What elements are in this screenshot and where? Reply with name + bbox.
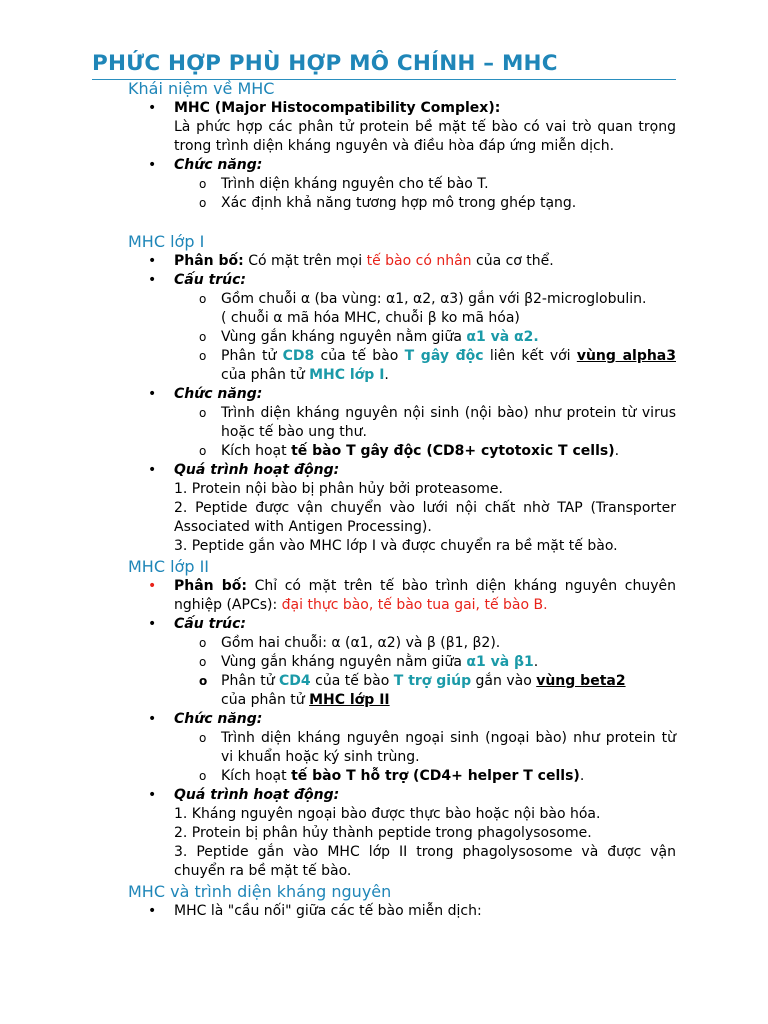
list-item [174,786,676,881]
text-span: . [384,367,389,383]
text-span: Kích hoạt [221,443,292,459]
underlined-bold: vùng alpha3 [576,348,676,364]
underlined-bold: MHC lớp II [309,692,390,708]
highlight-teal: CD8 [282,348,315,364]
process-step: 3. Peptide gắn vào MHC lớp II trong phagolysosome và được vận chuyển ra bề mặt tế bào. [174,844,676,879]
page-title: PHỨC HỢP PHÙ HỢP MÔ CHÍNH – MHC [92,50,676,80]
text-span: Chỉ có mặt trên tế bào trình diện kháng nguyên chuyên nghiệp (APCs): [174,578,676,613]
note-text: ( chuỗi α mã hóa MHC, chuỗi β ko mã hóa) [221,310,520,326]
list-item [174,615,676,710]
section-heading-antigen-presentation: MHC và trình diện kháng nguyên [128,882,392,901]
sub-item: o Gồm hai chuỗi: α (α1, α2) và β (β1, β2). [221,634,676,653]
sub-item [221,767,676,786]
sub-item [221,672,676,710]
process-label: Quá trình hoạt động: [174,462,340,478]
sub-item [221,328,676,347]
text-span: Kích hoạt [221,768,292,784]
text-span: của cơ thể. [471,253,554,269]
process-step: 1. Kháng nguyên ngoại bào được thực bào hoặc nội bào hóa. [174,806,601,822]
list-item [174,385,676,461]
bold-text: tế bào T gây độc (CD8+ cytotoxic T cells) [291,443,615,459]
text-span: Phân tử [221,348,283,364]
highlight-teal: MHC lớp I [309,367,385,383]
text-span: của tế bào [310,673,394,689]
function-sublist [174,404,676,461]
text-span: liên kết với [483,348,577,364]
section-heading-class-1: MHC lớp I [128,232,205,251]
highlight-red: đại thực bào, tế bào tua gai, tế bào B. [281,597,548,613]
sub-item [221,290,676,328]
text-span: Có mặt trên mọi [243,253,367,269]
text-span: Vùng gắn kháng nguyên nằm giữa [221,654,467,670]
list-item [174,252,676,271]
text-span: o Gồm chuỗi α (ba vùng: α1, α2, α3) gắn với β2-microglobulin. [221,291,647,307]
distribution-label: Phân bố: [174,253,244,269]
highlight-red: tế bào có nhân [366,253,472,269]
text-span: gắn vào [471,673,537,689]
bold-text: tế bào T hỗ trợ (CD4+ helper T cells) [291,768,580,784]
sub-item: o Trình diện kháng nguyên nội sinh (nội bào) như protein từ virus hoặc tế bào ung thư. [221,404,676,442]
sub-item [221,347,676,385]
function-label: Chức năng: [174,386,263,402]
sub-item: o Xác định khả năng tương hợp mô trong ghép tạng. [221,194,676,213]
structure-sublist [174,290,676,385]
section-heading-concept: Khái niệm về MHC [128,79,275,98]
structure-label: Cấu trúc: [174,272,247,288]
function-sublist [174,175,676,213]
highlight-teal: T gây độc [404,348,484,364]
text-span: Vùng gắn kháng nguyên nằm giữa [221,329,467,345]
process-step: 3. Peptide gắn vào MHC lớp I và được chuyển ra bề mặt tế bào. [174,538,618,554]
sub-item: o Trình diện kháng nguyên ngoại sinh (ngoại bào) như protein từ vi khuẩn hoặc ký sinh trùng. [221,729,676,767]
text-span: . [614,443,620,459]
antigen-presentation-list [92,902,676,921]
function-label: Chức năng: [174,711,263,727]
distribution-label: Phân bố: [174,578,247,594]
text-span: Phân tử [221,673,280,689]
underlined-bold: vùng beta2 [536,673,626,689]
highlight-teal: α1 và β1 [466,654,534,670]
function-label: Chức năng: [174,157,263,173]
list-item [174,271,676,385]
list-item [174,710,676,786]
highlight-teal: α1 và α2. [466,329,539,345]
text-span: của phân tử [221,692,310,708]
text-span: của phân tử [221,367,310,383]
process-step: 2. Peptide được vận chuyển vào lưới nội chất nhờ TAP (Transporter Associated with Antigen Processing). [174,500,676,535]
process-step: 1. Protein nội bào bị phân hủy bởi proteasome. [174,481,503,497]
list-item [174,99,676,156]
process-step: 2. Protein bị phân hủy thành peptide trong phagolysosome. [174,825,592,841]
mhc-definition-text: Là phức hợp các phân tử protein bề mặt tế bào có vai trò quan trọng trong trình diện kháng nguyên và điều hòa đáp ứng miễn dịch. [174,119,676,154]
function-sublist [174,729,676,786]
section-heading-class-2: MHC lớp II [128,557,210,576]
list-item: • MHC là "cầu nối" giữa các tế bào miễn dịch: [174,902,676,921]
document-body [92,78,676,921]
sub-item: o Trình diện kháng nguyên cho tế bào T. [221,175,676,194]
text-span: . [579,768,585,784]
structure-label: Cấu trúc: [174,616,247,632]
structure-sublist [174,634,676,710]
sub-item [221,442,676,461]
concept-list [92,99,676,213]
list-item [174,577,676,615]
highlight-teal: T trợ giúp [393,673,472,689]
process-label: Quá trình hoạt động: [174,787,340,803]
mhc-definition-label: MHC (Major Histocompatibility Complex): [174,100,501,116]
sub-item [221,653,676,672]
list-item [174,461,676,556]
text-span: của tế bào [314,348,405,364]
class-2-list [92,577,676,881]
list-item [174,156,676,213]
text-span: . [533,654,539,670]
highlight-teal: CD4 [279,673,311,689]
class-1-list [92,252,676,556]
